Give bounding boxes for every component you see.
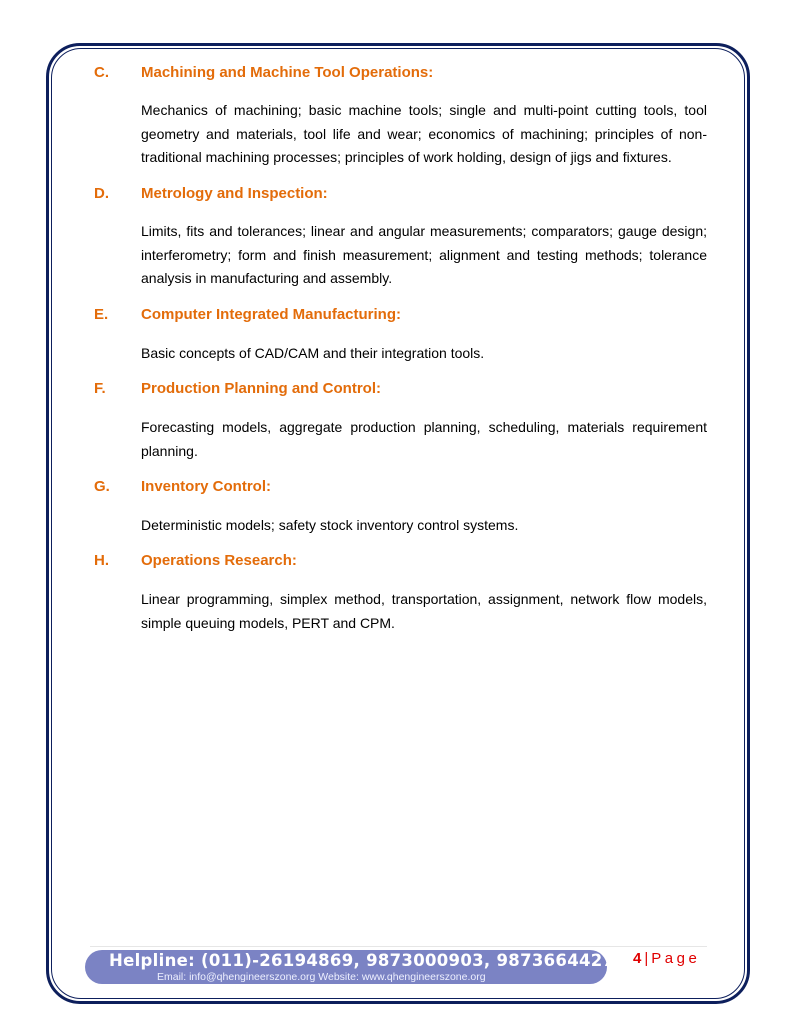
section-heading-g	[94, 478, 271, 495]
section-letter: H.	[94, 552, 109, 569]
section-body-f: Forecasting models, aggregate production planning, scheduling, materials requirement planning.	[141, 419, 707, 459]
section-title: Machining and Machine Tool Operations:	[141, 64, 434, 81]
section-body-d: Limits, fits and tolerances; linear and angular measurements; comparators; gauge design; interferometry; form and finish measurement; alignment and testing methods; tolerance analysis in manufacturing and assembly.	[141, 223, 707, 286]
helpline-text: Helpline: (011)-26194869, 9873000903, 9873664427	[109, 951, 615, 970]
section-letter: D.	[94, 185, 109, 202]
page-number-separator: |	[644, 950, 649, 967]
section-heading-c	[94, 64, 433, 81]
page-number-value: 4	[633, 950, 642, 967]
section-letter: F.	[94, 380, 106, 397]
section-body-h: Linear programming, simplex method, transportation, assignment, network flow models, simple queuing models, PERT and CPM.	[141, 591, 707, 631]
section-body-e: Basic concepts of CAD/CAM and their integration tools.	[141, 345, 485, 361]
section-body-g: Deterministic models; safety stock inventory control systems.	[141, 517, 519, 533]
section-letter: G.	[94, 478, 110, 495]
page-number	[633, 950, 700, 967]
section-body-c: Mechanics of machining; basic machine tools; single and multi-point cutting tools, tool geometry and materials, tool life and wear; economics of machining; principles of non-traditional machining processes; principles of work holding, design of jigs and fixtures.	[141, 102, 707, 165]
section-letter: C.	[94, 64, 109, 81]
footer-divider	[90, 946, 707, 947]
section-letter: E.	[94, 306, 109, 323]
section-title: Metrology and Inspection:	[141, 185, 328, 202]
section-heading-h	[94, 552, 297, 569]
section-heading-e	[94, 306, 401, 323]
page-label: Page	[651, 950, 701, 967]
section-title: Operations Research:	[141, 552, 297, 569]
section-title: Computer Integrated Manufacturing:	[141, 306, 402, 323]
section-title: Inventory Control:	[141, 478, 271, 495]
section-heading-f	[94, 380, 381, 397]
section-heading-d	[94, 185, 328, 202]
section-title: Production Planning and Control:	[141, 380, 381, 397]
contact-text: Email: info@qhengineerszone.org Website: www.qhengineerszone.org	[157, 971, 486, 983]
